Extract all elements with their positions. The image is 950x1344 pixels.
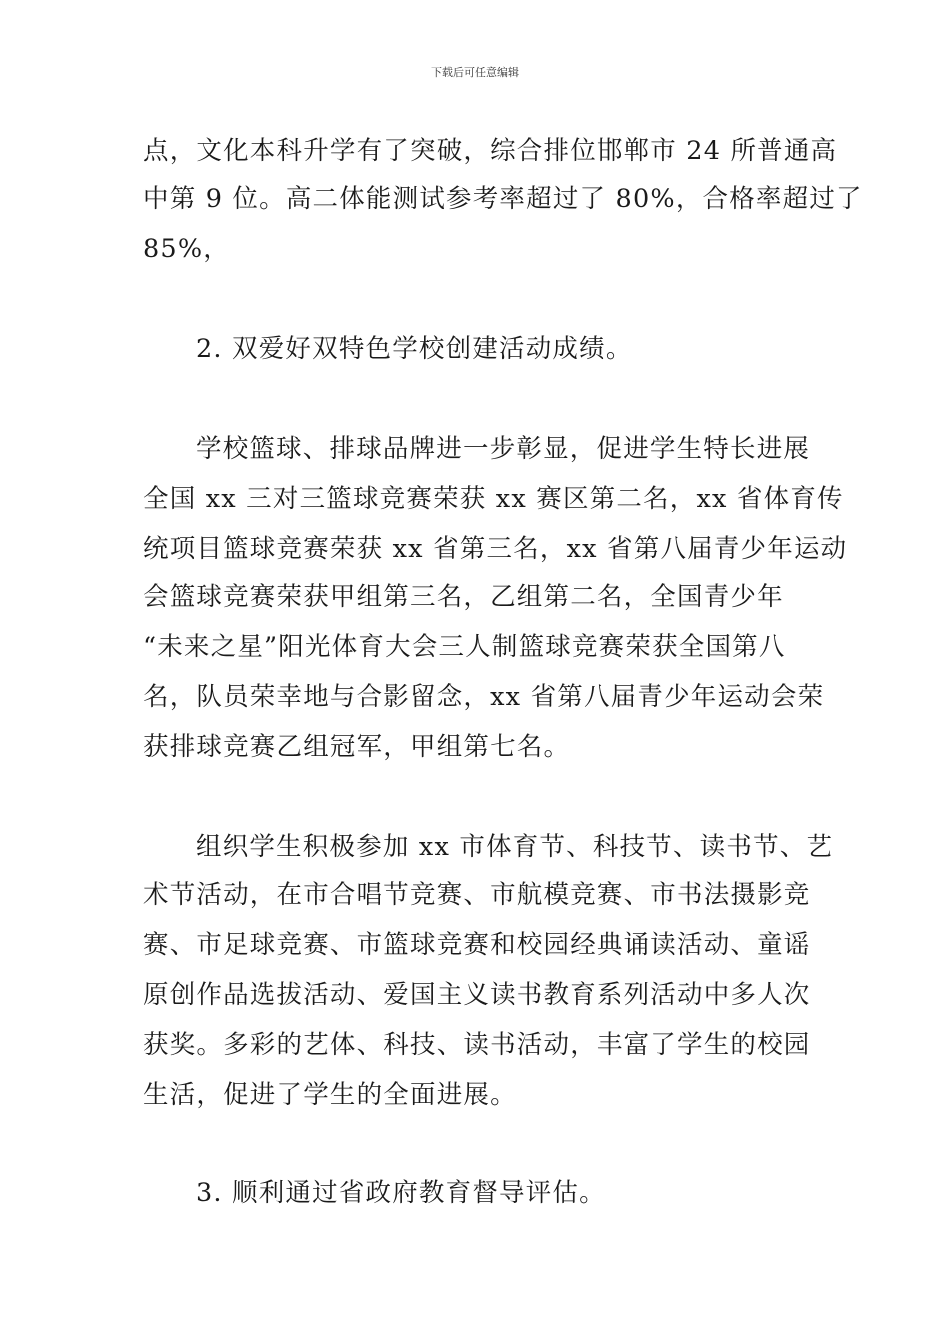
paragraph-1-line-2: 中第 9 位。高二体能测试参考率超过了 80%，合格率超过了 [143,184,863,214]
paragraph-2-line-1: 学校篮球、排球品牌进一步彰显，促进学生特长进展 [196,434,811,464]
paragraph-3-line-5: 获奖。多彩的艺体、科技、读书活动，丰富了学生的校园 [143,1030,811,1060]
paragraph-1-line-3: 85%， [143,234,230,264]
page-header: 下载后可任意编辑 [431,66,519,79]
paragraph-2-line-7: 获排球竞赛乙组冠军，甲组第七名。 [143,732,571,762]
paragraph-2-line-6: 名，队员荣幸地与合影留念，xx 省第八届青少年运动会荣 [143,682,825,712]
paragraph-3-line-4: 原创作品选拔活动、爱国主义读书教育系列活动中多人次 [143,980,811,1010]
paragraph-1-line-1: 点，文化本科升学有了突破，综合排位邯郸市 24 所普通高 [143,136,838,166]
paragraph-3-line-2: 术节活动，在市合唱节竞赛、市航模竞赛、市书法摄影竞 [143,880,811,910]
paragraph-2-line-3: 统项目篮球竞赛荣获 xx 省第三名，xx 省第八届青少年运动 [143,534,848,564]
section-heading-3: 3. 顺利通过省政府教育督导评估。 [196,1178,606,1208]
paragraph-3-line-1: 组织学生积极参加 xx 市体育节、科技节、读书节、艺 [196,832,834,862]
paragraph-3-line-3: 赛、市足球竞赛、市篮球竞赛和校园经典诵读活动、童谣 [143,930,811,960]
paragraph-2-line-2: 全国 xx 三对三篮球竞赛荣获 xx 赛区第二名，xx 省体育传 [143,484,844,514]
paragraph-3-line-6: 生活，促进了学生的全面进展。 [143,1080,517,1110]
paragraph-2-line-5: “未来之星”阳光体育大会三人制篮球竞赛荣获全国第八 [143,632,786,662]
paragraph-2-line-4: 会篮球竞赛荣获甲组第三名，乙组第二名，全国青少年 [143,582,784,612]
section-heading-2: 2. 双爱好双特色学校创建活动成绩。 [196,334,633,364]
